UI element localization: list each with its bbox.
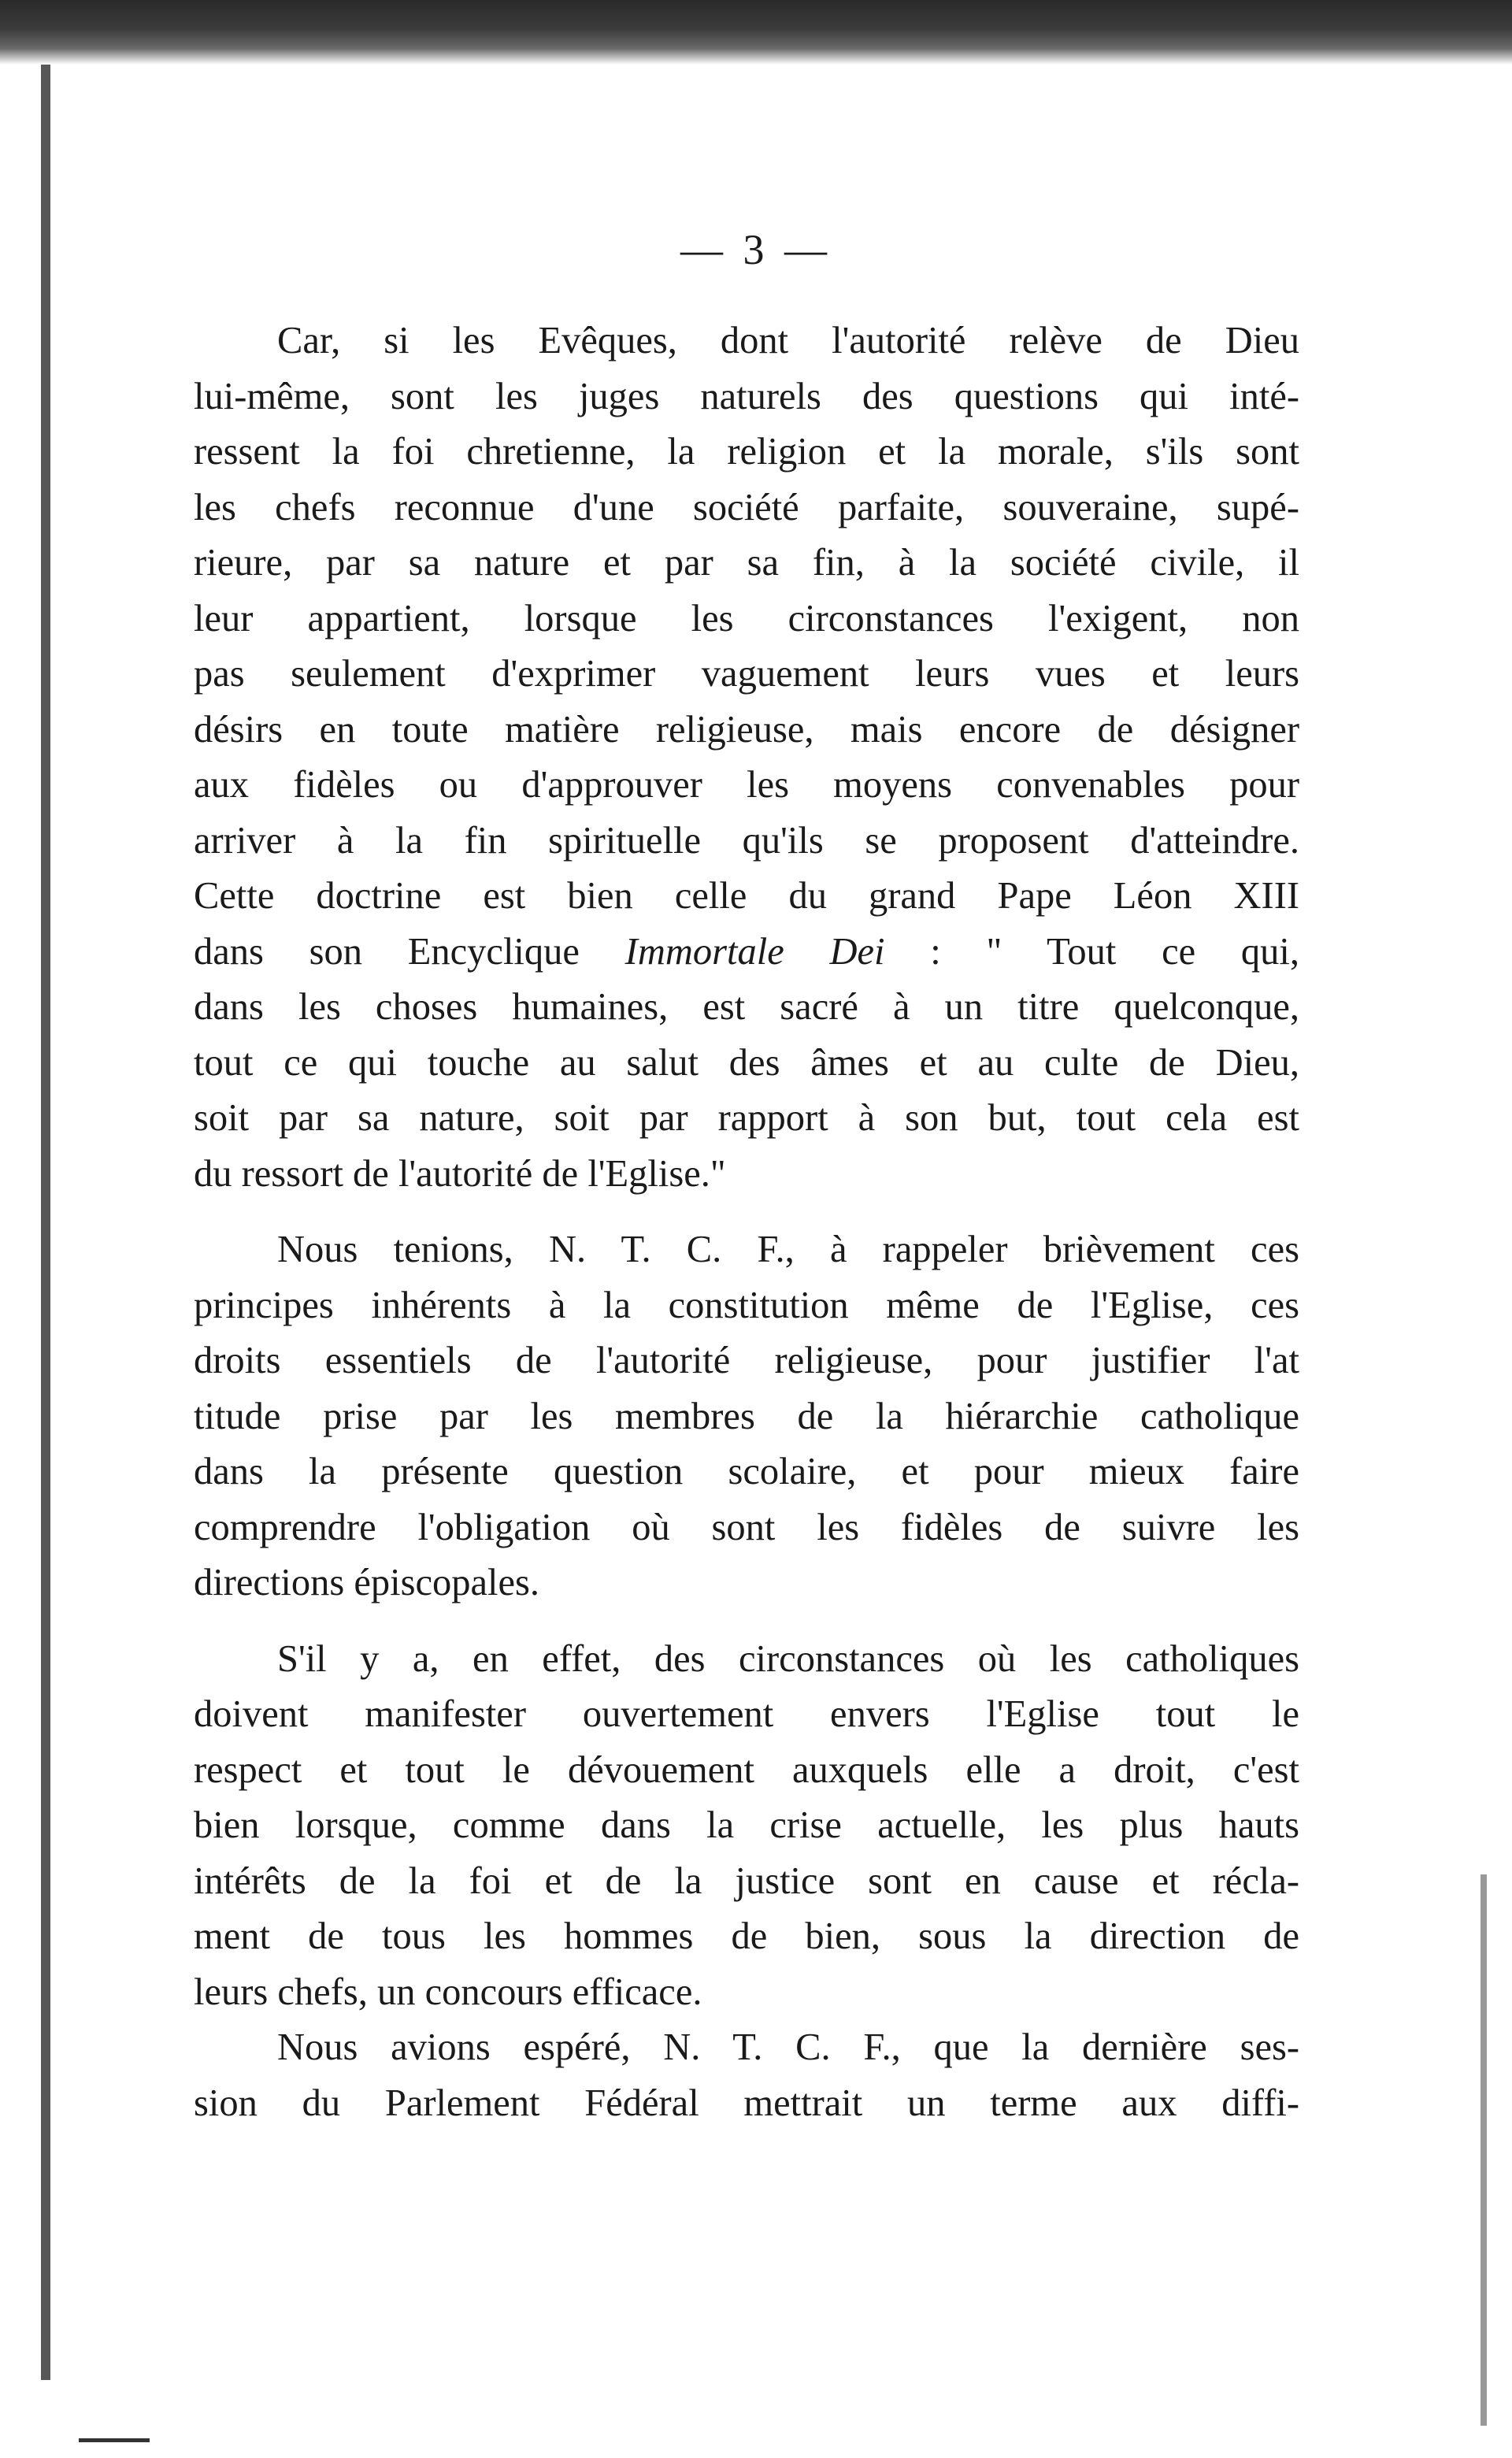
text-line: Nous tenions, N. T. C. F., à rappeler brièvement ces	[277, 1229, 1299, 1270]
scan-left-edge	[41, 65, 50, 2380]
text-line: arriver à la fin spirituelle qu'ils se proposent d'atteindre.	[194, 819, 1299, 862]
text-line: leurs chefs, un concours efficace.	[194, 1970, 702, 2013]
text-line: lui-même, sont les juges naturels des questions qui inté-	[194, 375, 1299, 417]
text-line: titude prise par les membres de la hiérarchie catholique	[194, 1395, 1299, 1437]
page-number: — 3 —	[680, 226, 832, 273]
text-line: Car, si les Evêques, dont l'autorité relève de Dieu	[277, 320, 1299, 361]
text-line: rieure, par sa nature et par sa fin, à la société civile, il	[194, 542, 1299, 584]
text-line: leur appartient, lorsque les circonstances l'exigent, non	[194, 597, 1299, 640]
encyclical-title: Immortale Dei	[624, 930, 885, 973]
text-line: pas seulement d'exprimer vaguement leurs vues et leurs	[194, 653, 1299, 695]
text-line: intérêts de la foi et de la justice sont en cause et récla-	[194, 1859, 1299, 1902]
text-line: bien lorsque, comme dans la crise actuelle, les plus hauts	[194, 1804, 1299, 1846]
text-line: respect et tout le dévouement auxquels elle a droit, c'est	[194, 1748, 1299, 1791]
paragraph-3	[194, 1632, 1299, 2021]
text-line: Nous avions espéré, N. T. C. F., que la dernière ses-	[277, 2026, 1299, 2068]
text-line: doivent manifester ouvertement envers l'Eglise tout le	[194, 1693, 1299, 1735]
text-line-encyclical	[194, 925, 1299, 981]
scan-bottom-mark	[79, 2438, 150, 2442]
text-line: tout ce qui touche au salut des âmes et au culte de Dieu,	[194, 1041, 1299, 1084]
text-line: droits essentiels de l'autorité religieuse, pour justifier l'at	[194, 1340, 1299, 1381]
text-line: ment de tous les hommes de bien, sous la direction de	[194, 1915, 1299, 1957]
page-body	[194, 313, 1299, 2131]
paragraph-1	[194, 313, 1299, 1202]
scan-right-edge	[1480, 1874, 1487, 2426]
paragraph-2	[194, 1222, 1299, 1611]
paragraph-4	[194, 2020, 1299, 2131]
text-line: dans la présente question scolaire, et pour mieux faire	[194, 1451, 1299, 1492]
text-line: comprendre l'obligation où sont les fidèles de suivre les	[194, 1506, 1299, 1548]
text-line: aux fidèles ou d'approuver les moyens convenables pour	[194, 764, 1299, 806]
text-line: directions épiscopales.	[194, 1562, 540, 1603]
text-line: les chefs reconnue d'une société parfaite, souveraine, supé-	[194, 486, 1299, 528]
text-line: Cette doctrine est bien celle du grand Pape Léon XIII	[194, 875, 1299, 917]
text-line: dans les choses humaines, est sacré à un titre quelconque,	[194, 986, 1299, 1028]
text-line: désirs en toute matière religieuse, mais encore de désigner	[194, 708, 1299, 751]
scan-top-edge	[0, 0, 1512, 65]
text-line: S'il y a, en effet, des circonstances où les catholiques	[277, 1637, 1299, 1680]
text-line: sion du Parlement Fédéral mettrait un terme aux diffi-	[194, 2082, 1299, 2124]
text-line: soit par sa nature, soit par rapport à son but, tout cela est	[194, 1097, 1299, 1139]
text-line: du ressort de l'autorité de l'Eglise."	[194, 1152, 726, 1195]
text-fragment: : " Tout ce qui,	[884, 930, 1299, 973]
text-fragment: dans son Encyclique	[194, 930, 625, 973]
text-line: ressent la foi chretienne, la religion et la morale, s'ils sont	[194, 431, 1299, 473]
text-line: principes inhérents à la constitution même de l'Eglise, ces	[194, 1284, 1299, 1326]
